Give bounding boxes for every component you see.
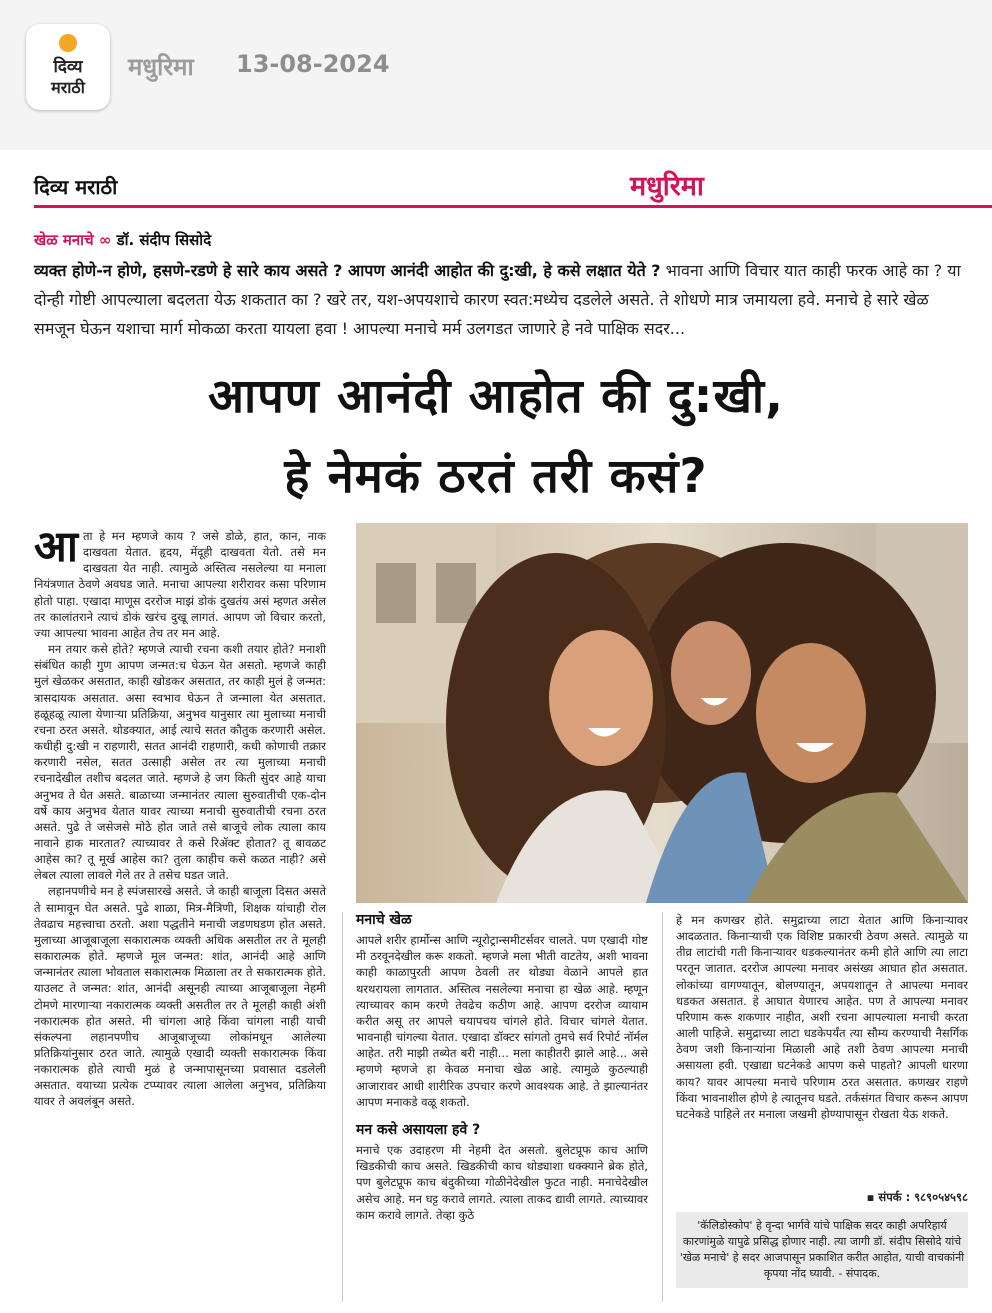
column-mark: ∞ [98, 231, 112, 249]
col1-p1: ता हे मन म्हणजे काय ? जसे डोळे, हात, कान, नाक दाखवता येतात. हृदय, मेंदूही दाखवता येतो. तसे मन दाखवता येत नाही. त्यामुळे अस्तित्व नसलेल्या या मनाला नियंत्रणात ठेवणे अवघड जाते. मनाचा आपल्या शरीरावर कसा परिणाम होतो पाहा. एखादा माणूस दररोज माझं डोकं दुखतंय असं म्हणत असेल तर कालांतराने त्याचं डोकं खरंच दुखू लागतं. आपण जो विचार करतो, ज्या आपल्या भावना आहेत तेच तर मन आहे. [34, 529, 326, 640]
col1-p2: मन तयार कसे होते? म्हणजे त्याची रचना कशी तयार होते? मनाशी संबंधित काही गुण आपण जन्मत:च घेऊन येत असतो. म्हणजे काही मुलं खेळकर असतात, काही खोडकर असतात, तर काही मुलं हे जन्मत: त्रासदायक असतात. असा स्वभाव घेऊन ते जन्माला येत असतात. हळूहळू त्याला येणाऱ्या प्रतिक्रिया, अनुभव यानुसार त्या मुलाच्या मनाची रचना ठरत असते. थोडक्यात, आई त्याचे सतत कौतुक करणारी असेल. कधीही दु:खी न राहणारी, सतत आनंदी राहणारी, कधी कोणाची तक्रार करणारी नसेल, सतत उत्साही असेल तर त्या मुलाच्या मनाची रचनादेखील तशीच बदलत जाते. म्हणजे हे जग किती सुंदर आहे याचा अनुभव ते घेत असते. बाळाच्या जन्मानंतर त्याला सुरुवातीची एक-दोन वर्षे काय अनुभव येतात यावर त्याच्या मनाची सुरुवातीची रचना ठरत असते. पुढे ते जसेजसे मोठे होत जाते तसे बाजूचे लोक त्याला काय नावाने हाक मारतात? त्याच्यावर ते कसे रिॲक्ट होतात? तू बावळट आहेस का? तू मूर्ख आहेस का? तुला काहीच कसे कळत नाही? असे लेबल त्याला लावले गेले तर ते तसेच घडत जाते. [34, 642, 326, 883]
drop-cap: आ [34, 522, 78, 572]
app-header [0, 0, 992, 150]
article-photo [356, 523, 968, 903]
subheading-man-kase: मन कसे असायला हवे ? [356, 1121, 481, 1138]
supplement-masthead: मधुरिमा [630, 171, 704, 202]
laughing-women-illustration [356, 523, 968, 903]
subheading-manache-khel: मनाचे खेळ [356, 912, 412, 928]
section-title: मधुरिमा [128, 53, 194, 81]
intro-bold: व्यक्त होणे-न होणे, हसणे-रडणे हे सारे काय असते ? आपण आनंदी आहोत की दु:खी, हे कसे लक्षात येते ? [34, 261, 661, 280]
app-logo[interactable] [26, 24, 110, 110]
col2-p1: आपले शरीर हार्मोन्स आणि न्यूरोट्रान्समीटर्सवर चालते. पण एखादी गोष्ट मी ठरवूनदेखील करू शकतो. म्हणजे मला भीती वाटतेय, अशी भावना काही काळापुरती आपण ठेवली तर थोड्या वेळाने आपले हात थरथरायला लागतात. अस्तित्व नसलेल्या मनाचा हा खेळ आहे. म्हणून त्याच्यावर काम करणे तेवढेच कठीण आहे. आपण दररोज व्यायाम करीत असू तर आपले चयापचय चांगले होते. विचार चांगले येतात. भावनाही चांगल्या येतात. एखादा डॉक्टर सांगतो तुमचे सर्व रिपोर्ट नॉर्मल आहेत. तरी माझी तब्येत बरी नाही... मला काहीतरी झाले आहे... असे म्हणणे म्हणजे हा केवळ मनाचा खेळ आहे. त्यामुळे कुठल्याही आजारावर आधी शारीरिक उपचार करणे आवश्यक आहे. ते झाल्यानंतर आपण मनाकडे वळू शकतो. [356, 933, 648, 1109]
headline-line-2: हे नेमकं ठरतं तरी कसं? [284, 449, 708, 504]
masthead-rule [34, 205, 992, 208]
paragraph [34, 522, 326, 641]
contact-number: ▪ संपर्क : ९८९०५४५९८ [866, 1190, 968, 1204]
col1-p3: लहानपणीचे मन हे स्पंजसारखे असते. जे काही बाजूला दिसत असते ते सामावून घेत असते. पुढे शाळा, मित्र-मैत्रिणी, शिक्षक यांचाही रोल तेवढाच महत्त्वाचा ठरतो. अशा पद्धतीने मनाची जडणघडण होत असते. मुलाच्या आजूबाजूला सकारात्मक व्यक्ती अधिक असतील तर ते मूलही सकारात्मक होते. म्हणजे मूल जन्मत: शांत, आनंदी आहे आणि जन्मानंतर त्याला भोवताल सकारात्मक मिळाला तर ते सकारात्मक होते. याउलट ते जन्मत: शांत, आनंदी असूनही त्याच्या आजूबाजूला नेहमी टोमणे मारणाऱ्या नकारात्मक व्यक्ती असतील तर ते मूलही काही अंशी नकारात्मक होत असते. मी चांगला आहे किंवा चांगला नाही याची संकल्पना लहानपणीच आजूबाजूच्या लोकांमधून आलेल्या प्रतिक्रियांनुसार ठरत जाते. त्यामुळे एखादी व्यक्ती सकारात्मक किंवा नकारात्मक होते त्याची मुळं हे जन्मापासूनच्या प्रवासात दडलेली असतात. वयाच्या प्रत्येक टप्प्यावर त्याला आलेला अनुभव, प्रतिक्रिया यावर ते अवलंबून असते. [34, 884, 326, 1109]
col3-p1: हे मन कणखर होते. समुद्राच्या लाटा येतात आणि किनाऱ्यावर आदळतात. किनाऱ्याची एक विशिष्ट प्रकारची ठेवण असते. त्यामुळे या तीव्र लाटांची गती किनाऱ्यावर धडकल्यानंतर कमी होते आणि त्या लाटा परतून जातात. दररोज आपल्या मनावर असंख्य आघात होत असतात. लोकांच्या वागण्यातून, बोलण्यातून, अपयशातून ते आपल्या मनावर धडकत असतात. हे आघात येणारच आहेत. पण ते आपल्या मनावर परिणाम करू शकणार नाहीत, अशी रचना आपल्याला मनाची करता आली पाहिजे. समुद्राच्या लाटा धडकेपर्यंत त्या सौम्य करण्याची नैसर्गिक ठेवण जशी किनाऱ्यांना मिळाली आहे तशी ठेवण आपल्या मनाची असायला हवी. एखाद्या घटनेकडे आपण कसे पाहतो? आपली धारणा काय? यावर आपल्या मनाचे परिणाम ठरत असतात. कणखर राहणे किंवा भावनाशील होणे हे त्यातूनच घडते. तर्कसंगत विचार करून आपण घटनेकडे पाहिले तर मनाला जखमी होण्यापासून रोखता येऊ शकते. [676, 913, 968, 1121]
column-divider [662, 912, 663, 1302]
editor-note: 'कॅलिडोस्कोप' हे वृन्दा भार्गवे यांचे पाक्षिक सदर काही अपरिहार्य कारणांमुळे यापुढे प्रसिद्ध होणार नाही. त्या जागी डॉ. संदीप सिसोदे यांचे 'खेळ मनाचे' हे सदर आजपासून प्रकाशित करीत आहोत, याची वाचकांनी कृपया नोंद घ्यावी. - संपादक. [676, 1212, 968, 1288]
edition-date: 13-08-2024 [236, 50, 390, 78]
column-name: खेळ मनाचे [34, 231, 94, 249]
column-divider [342, 912, 343, 1302]
logo-line-1: दिव्य [53, 57, 83, 77]
column-1 [34, 522, 326, 1110]
intro-text [34, 256, 964, 343]
intro-rest: भावना आणि विचार यात काही फरक आहे का ? या दोन्ही गोष्टी आपल्याला बदलता येऊ शकतात का ? खरे तर, यश-अपयशाचे कारण स्वत:मध्येच दडलेले असते. ते शोधणे मात्र जमायला हवे. मनाचे हे सारे खेळ समजून घेऊन यशाचा मार्ग मोकळा करता यायला हवा ! आपल्या मनाचे मर्म उलगडत जाणारे हे नवे पाक्षिक सदर... [34, 261, 961, 338]
byline [34, 230, 211, 250]
column-2 [356, 912, 648, 1223]
logo-line-2: मराठी [51, 78, 85, 97]
sun-icon [59, 34, 77, 52]
column-3 [676, 912, 968, 1122]
author-name: डॉ. संदीप सिसोदे [116, 231, 212, 249]
headline-line-1: आपण आनंदी आहोत की दु:खी, [208, 369, 784, 424]
paper-masthead: दिव्य मराठी [34, 175, 118, 199]
col2-p2: मनाचे एक उदाहरण मी नेहमी देत असतो. बुलेटप्रूफ काच आणि खिडकीची काच असते. खिडकीची काच थोड्याशा धक्क्याने ब्रेक होते, पण बुलेटप्रूफ काच बंदुकीच्या गोळीनेदेखील फुटत नाही. मनाचेदेखील असेच आहे. मन घट्ट करावे लागते. त्याला ताकद द्यावी लागते. त्याच्यावर काम करावे लागते. तेव्हा कुठे [356, 1143, 648, 1222]
